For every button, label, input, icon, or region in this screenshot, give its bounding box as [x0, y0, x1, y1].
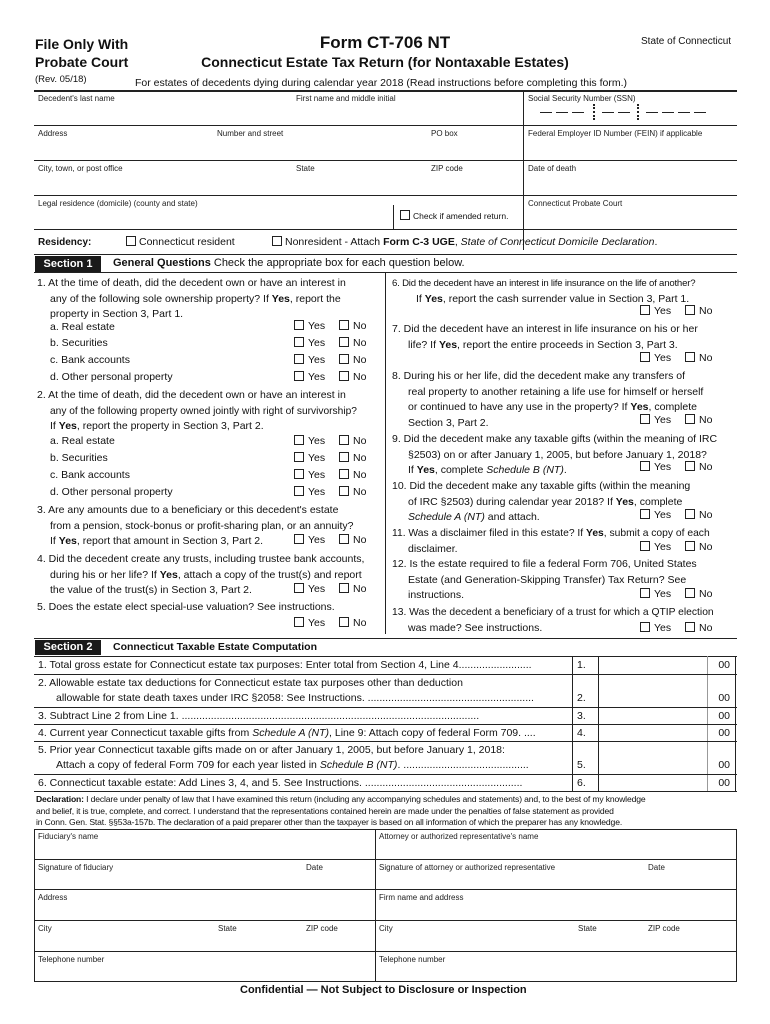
q1a-yes[interactable]: [294, 320, 325, 332]
q10-yes[interactable]: [640, 509, 671, 521]
q3-line3: If Yes, report that amount in Section 3, Part 2.: [50, 535, 264, 547]
checkbox-icon: [294, 320, 304, 330]
s2-num6: 6.: [577, 777, 586, 789]
file-only-line1: File Only With: [35, 36, 129, 52]
checkbox-icon: [685, 461, 695, 471]
checkbox-icon: [294, 435, 304, 445]
q3-line2: from a pension, stock-bonus or profit-sharing plan, or an annuity?: [50, 519, 354, 532]
checkbox-icon: [339, 337, 349, 347]
s2-amount1-input[interactable]: [600, 658, 706, 673]
checkbox-icon: [640, 414, 650, 424]
attorney-signature-label: Signature of attorney or authorized representative: [379, 863, 556, 872]
q1-line2: any of the following sole ownership property? If Yes, report the: [50, 292, 341, 305]
yes-no-label: No: [353, 320, 367, 332]
ssn-label: Social Security Number (SSN): [528, 94, 636, 103]
q10-no[interactable]: [685, 509, 712, 521]
checkbox-icon: [339, 486, 349, 496]
q2b-label: b. Securities: [50, 452, 108, 464]
checkbox-icon: [339, 320, 349, 330]
yes-no-label: No: [353, 617, 367, 629]
q4-yes[interactable]: [294, 583, 325, 595]
yes-no-label: No: [353, 469, 367, 481]
q5-yes[interactable]: [294, 617, 325, 629]
q9-no[interactable]: [685, 461, 712, 473]
q2c-no[interactable]: [339, 469, 366, 481]
declaration-line1: I declare under penalty of law that I have examined this return (including any accompanying schedules and statements) and, to the best of my knowledge: [83, 794, 646, 804]
form-title: Form CT-706 NT: [319, 33, 451, 52]
q12-line1: 12. Is the estate required to file a federal Form 706, United States: [392, 558, 697, 570]
s2-num3: 3.: [577, 710, 586, 722]
yes-no-label: Yes: [308, 452, 326, 464]
yes-no-label: No: [353, 452, 367, 464]
yes-no-label: No: [699, 305, 713, 317]
yes-no-label: Yes: [308, 354, 326, 366]
s2-line5-text-b: Attach a copy of federal Form 709 for each year listed in Schedule B (NT). ...........................................: [56, 759, 529, 771]
state-field-label: State: [296, 164, 315, 173]
zip-label: ZIP code: [431, 164, 463, 173]
q9-line3: If Yes, complete Schedule B (NT).: [408, 464, 567, 476]
checkbox-icon: [339, 452, 349, 462]
q12-line2: Estate (and Generation-Skipping Transfer) Tax Return? See: [408, 573, 687, 586]
q2d-yes[interactable]: [294, 486, 325, 498]
nonresident-sep: ,: [454, 236, 461, 248]
q6-text: [392, 276, 695, 307]
yes-no-label: Yes: [654, 461, 672, 473]
q7-no[interactable]: [685, 352, 712, 364]
fiduciary-name-input[interactable]: [36, 842, 373, 857]
ct-resident-label: Connecticut resident: [139, 236, 235, 248]
yes-no-label: Yes: [308, 486, 326, 498]
residency-label: Residency:: [38, 237, 92, 248]
s2-num5: 5.: [577, 759, 586, 771]
amended-return-checkbox[interactable]: [400, 210, 508, 221]
q3-line1: 3. Are any amounts due to a beneficiary or this decedent's estate: [37, 504, 339, 516]
q6-line2: If Yes, report the cash surrender value in Section 3, Part 1.: [416, 292, 690, 305]
q8-line1: 8. During his or her life, did the decedent make any transfers of: [392, 370, 685, 382]
q8-yes[interactable]: [640, 414, 671, 426]
s2-line1-text: 1. Total gross estate for Connecticut estate tax purposes: Enter total from Section 4, Line 4.........................: [38, 659, 532, 671]
q9-line1: 9. Did the decedent make any taxable gifts (within the meaning of IRC: [392, 433, 718, 445]
checkbox-icon: [294, 617, 304, 627]
q1b-no[interactable]: [339, 337, 366, 349]
checkbox-icon: [685, 414, 695, 424]
q5-no[interactable]: [339, 617, 366, 629]
section1-heading: [113, 257, 465, 269]
fiduciary-city-label: City: [38, 924, 52, 933]
q1-text: [37, 276, 346, 323]
fiduciary-zip-label: ZIP code: [306, 924, 338, 933]
s2-amount2-input[interactable]: [600, 691, 706, 706]
checkbox-icon: [640, 461, 650, 471]
q7-yes[interactable]: [640, 352, 671, 364]
q3-no[interactable]: [339, 534, 366, 546]
q11-line1: 11. Was a disclaimer filed in this estate? If Yes, submit a copy of each: [392, 528, 710, 539]
checkbox-icon: [339, 354, 349, 364]
header-instruction: For estates of decedents dying during calendar year 2018 (Read instructions before completing this form.): [135, 77, 628, 89]
fiduciary-telephone-label: Telephone number: [38, 955, 105, 964]
q4-no[interactable]: [339, 583, 366, 595]
q2b-no[interactable]: [339, 452, 366, 464]
s2-line2-text-a: 2. Allowable estate tax deductions for Connecticut estate tax purposes other than deduction: [38, 677, 463, 689]
s2-cents3: 00: [718, 710, 730, 722]
q4-line3: the value of the trust(s) in Section 3, Part 2.: [50, 584, 252, 596]
q10-line3: Schedule A (NT) and attach.: [408, 511, 540, 523]
s2-num2: 2.: [577, 692, 586, 704]
ct-resident-checkbox[interactable]: [126, 236, 235, 248]
s2-amount3-input[interactable]: [600, 709, 706, 723]
yes-no-label: Yes: [308, 435, 326, 447]
checkbox-icon: [294, 534, 304, 544]
s2-cents2: 00: [718, 692, 730, 704]
q2d-label: d. Other personal property: [50, 486, 173, 498]
q2-line1: 2. At the time of death, did the decedent own or have an interest in: [37, 389, 346, 401]
checkbox-icon: [640, 622, 650, 632]
checkbox-icon: [640, 509, 650, 519]
q11-no[interactable]: [685, 541, 712, 553]
checkbox-icon: [640, 305, 650, 315]
q9-line2: §2503) on or after January 1, 2005, but before January 1, 2018?: [408, 448, 707, 461]
s2-cents5: 00: [718, 759, 730, 771]
q2a-label: a. Real estate: [50, 435, 115, 447]
q1b-label: b. Securities: [50, 337, 108, 349]
q12-line3: instructions.: [408, 589, 465, 601]
checkbox-icon: [339, 435, 349, 445]
checkbox-icon: [294, 486, 304, 496]
q5-text: 5. Does the estate elect special-use valuation? See instructions.: [37, 601, 335, 613]
section2-title: Connecticut Taxable Estate Computation: [113, 641, 317, 653]
q1d-no[interactable]: [339, 371, 366, 383]
q1b-yes[interactable]: [294, 337, 325, 349]
yes-no-label: Yes: [308, 371, 326, 383]
q13-no[interactable]: [685, 622, 712, 634]
yes-no-label: Yes: [654, 414, 672, 426]
q2a-yes[interactable]: [294, 435, 325, 447]
checkbox-icon: [294, 469, 304, 479]
nonresident-end: .: [654, 236, 658, 248]
yes-no-label: Yes: [308, 534, 326, 546]
yes-no-label: Yes: [308, 469, 326, 481]
s2-line2-text-b: allowable for state death taxes under IRC §2058: See Instructions. .........................................................: [56, 692, 534, 704]
q1-line3: property in Section 3, Part 1.: [50, 308, 184, 320]
yes-no-label: No: [353, 371, 367, 383]
checkbox-icon: [640, 541, 650, 551]
q2c-label: c. Bank accounts: [50, 469, 130, 481]
s2-line3-text: 3. Subtract Line 2 from Line 1. ......................................................................................................: [38, 710, 480, 722]
section1-title: General Questions: [113, 257, 211, 269]
declaration-label: Declaration:: [36, 794, 84, 804]
attorney-telephone-label: Telephone number: [379, 955, 446, 964]
checkbox-icon: [685, 509, 695, 519]
checkbox-icon: [294, 337, 304, 347]
checkbox-icon: [339, 534, 349, 544]
attorney-name-label: Attorney or authorized representative's name: [379, 832, 539, 841]
yes-no-label: Yes: [308, 617, 326, 629]
ct-resident-box-icon: [126, 236, 136, 246]
section1-tag: Section 1: [35, 256, 101, 272]
q1c-yes[interactable]: [294, 354, 325, 366]
s2-line4-text: 4. Current year Connecticut taxable gifts from Schedule A (NT), Line 9: Attach copy of federal Form 709. ....: [38, 727, 536, 739]
s2-num1: 1.: [577, 659, 586, 671]
yes-no-label: No: [353, 354, 367, 366]
yes-no-label: Yes: [654, 622, 672, 634]
declaration-line3: in Conn. Gen. Stat. §§53a-157b. The declaration of a paid preparer other than the taxpayer is based on all information of which the preparer has any knowledge.: [36, 817, 623, 827]
attorney-date-label: Date: [648, 863, 665, 872]
q13-yes[interactable]: [640, 622, 671, 634]
declaration-line2: and belief, it is true, complete, and correct. I understand that the representations contained herein are made under the penalties of false statement as provided: [36, 805, 614, 816]
fiduciary-date-label: Date: [306, 863, 323, 872]
checkbox-icon: [294, 452, 304, 462]
checkbox-icon: [294, 583, 304, 593]
q13-line1: 13. Was the decedent a beneficiary of a trust for which a QTIP election: [392, 607, 714, 618]
q12-yes[interactable]: [640, 588, 671, 600]
nonresident-box-icon: [272, 236, 282, 246]
q1-line1: 1. At the time of death, did the decedent own or have an interest in: [37, 277, 346, 289]
yes-no-label: Yes: [654, 305, 672, 317]
q8-line3: or continued to have any use in the property? If Yes, complete: [408, 401, 697, 413]
q2c-yes[interactable]: [294, 469, 325, 481]
fiduciary-signature-label: Signature of fiduciary: [38, 863, 114, 872]
fiduciary-address-label: Address: [38, 893, 68, 902]
q2-text: [37, 388, 357, 435]
confidential-footer: Confidential — Not Subject to Disclosure or Inspection: [240, 984, 527, 996]
q4-line1: 4. Did the decedent create any trusts, including trustee bank accounts,: [37, 553, 365, 565]
yes-no-label: No: [353, 435, 367, 447]
attorney-city-label: City: [379, 924, 393, 933]
attorney-zip-label: ZIP code: [648, 924, 680, 933]
first-name-label: First name and middle initial: [296, 94, 396, 103]
q4-line2: during his or her life? If Yes, attach a copy of the trust(s) and report: [50, 568, 362, 581]
yes-no-label: No: [699, 461, 713, 473]
checkbox-icon: [685, 352, 695, 362]
q6-yes[interactable]: [640, 305, 671, 317]
q3-yes[interactable]: [294, 534, 325, 546]
yes-no-label: No: [353, 337, 367, 349]
s2-cents4: 00: [718, 727, 730, 739]
checkbox-icon: [339, 617, 349, 627]
fiduciary-state-label: State: [218, 924, 237, 933]
q13-line2: was made? See instructions.: [408, 621, 543, 634]
attorney-state-label: State: [578, 924, 597, 933]
section1-subtitle: Check the appropriate box for each question below.: [210, 257, 465, 269]
s2-cents6: 00: [718, 777, 730, 789]
fiduciary-name-label: Fiduciary's name: [38, 832, 99, 841]
q1d-yes[interactable]: [294, 371, 325, 383]
q12-no[interactable]: [685, 588, 712, 600]
q1a-label: a. Real estate: [50, 321, 115, 333]
q2a-no[interactable]: [339, 435, 366, 447]
yes-no-label: Yes: [308, 337, 326, 349]
fein-label: Federal Employer ID Number (FEIN) if applicable: [528, 129, 703, 138]
attorney-name-input[interactable]: [377, 842, 734, 857]
checkbox-icon: [294, 354, 304, 364]
q8-line4: Section 3, Part 2.: [408, 416, 489, 429]
q2d-no[interactable]: [339, 486, 366, 498]
yes-no-label: Yes: [654, 541, 672, 553]
q7-line2: life? If Yes, report the entire proceeds in Section 3, Part 3.: [408, 338, 678, 351]
yes-no-label: No: [353, 583, 367, 595]
yes-no-label: Yes: [308, 320, 326, 332]
q9-yes[interactable]: [640, 461, 671, 473]
q11-line2: disclaimer.: [408, 542, 458, 555]
q2-line2: any of the following property owned jointly with right of survivorship?: [50, 405, 357, 417]
yes-no-label: No: [699, 414, 713, 426]
nonresident-checkbox[interactable]: [272, 236, 657, 248]
state-label: State of Connecticut: [641, 36, 732, 47]
file-only-line2: Probate Court: [35, 54, 129, 70]
firm-name-label: Firm name and address: [379, 893, 464, 902]
checkbox-icon: [685, 588, 695, 598]
q11-yes[interactable]: [640, 541, 671, 553]
yes-no-label: No: [699, 509, 713, 521]
number-street-label: Number and street: [217, 129, 284, 138]
yes-no-label: No: [353, 486, 367, 498]
yes-no-label: Yes: [308, 583, 326, 595]
q10-line1: 10. Did the decedent make any taxable gifts (within the meaning: [392, 480, 691, 492]
s2-amount4-input[interactable]: [600, 726, 706, 740]
s2-amount6-input[interactable]: [600, 776, 706, 790]
yes-no-label: No: [699, 588, 713, 600]
revision-date: (Rev. 05/18): [35, 74, 87, 85]
date-of-death-label: Date of death: [528, 164, 577, 173]
q1a-no[interactable]: [339, 320, 366, 332]
q6-no[interactable]: [685, 305, 712, 317]
amended-checkbox-icon: [400, 210, 410, 220]
address-label: Address: [38, 129, 68, 138]
section2-tag: Section 2: [35, 640, 101, 655]
q2b-yes[interactable]: [294, 452, 325, 464]
q7-text: [392, 322, 698, 353]
checkbox-icon: [339, 469, 349, 479]
q6-line1: 6. Did the decedent have an interest in life insurance on the life of another?: [392, 278, 696, 289]
checkbox-icon: [685, 622, 695, 632]
ssn-input[interactable]: [540, 104, 730, 122]
s2-line6-text: 6. Connecticut taxable estate: Add Lines 3, 4, and 5. See Instructions. ......................................................: [38, 777, 523, 789]
q7-line1: 7. Did the decedent have an interest in life insurance on his or her: [392, 323, 698, 335]
q10-line2: of IRC §2503) during calendar year 2018? If Yes, complete: [408, 495, 683, 508]
probate-court-label: Connecticut Probate Court: [528, 199, 623, 208]
q1c-label: c. Bank accounts: [50, 354, 130, 366]
yes-no-label: No: [353, 534, 367, 546]
checkbox-icon: [685, 305, 695, 315]
s2-amount5-input[interactable]: [600, 758, 706, 773]
checkbox-icon: [339, 583, 349, 593]
yes-no-label: Yes: [654, 588, 672, 600]
q1d-label: d. Other personal property: [50, 371, 173, 383]
yes-no-label: No: [699, 622, 713, 634]
checkbox-icon: [640, 588, 650, 598]
checkbox-icon: [294, 371, 304, 381]
q8-no[interactable]: [685, 414, 712, 426]
po-box-label: PO box: [431, 129, 458, 138]
decedent-last-name-label: Decedent's last name: [38, 94, 115, 103]
form-c3-uge: Form C-3 UGE: [383, 236, 455, 248]
amended-label: Check if amended return.: [413, 211, 509, 221]
yes-no-label: No: [699, 541, 713, 553]
yes-no-label: No: [699, 352, 713, 364]
q8-line2: real property to another retaining a life use for himself or herself: [408, 385, 704, 398]
q2-line3: If Yes, report the property in Section 3, Part 2.: [50, 420, 264, 432]
form-subtitle: Connecticut Estate Tax Return (for Nontaxable Estates): [201, 54, 569, 70]
checkbox-icon: [339, 371, 349, 381]
q1c-no[interactable]: [339, 354, 366, 366]
declaration-text: [36, 794, 645, 829]
domicile-declaration: State of Connecticut Domicile Declaration: [460, 236, 655, 248]
s2-cents1: 00: [718, 659, 730, 671]
s2-num4: 4.: [577, 727, 586, 739]
nonresident-text: Nonresident - Attach: [285, 236, 384, 248]
checkbox-icon: [685, 541, 695, 551]
legal-residence-label: Legal residence (domicile) (county and state): [38, 199, 198, 208]
city-label: City, town, or post office: [38, 164, 123, 173]
checkbox-icon: [640, 352, 650, 362]
s2-line5-text-a: 5. Prior year Connecticut taxable gifts made on or after January 1, 2005, but before January 1, 2018:: [38, 744, 505, 756]
yes-no-label: Yes: [654, 509, 672, 521]
yes-no-label: Yes: [654, 352, 672, 364]
